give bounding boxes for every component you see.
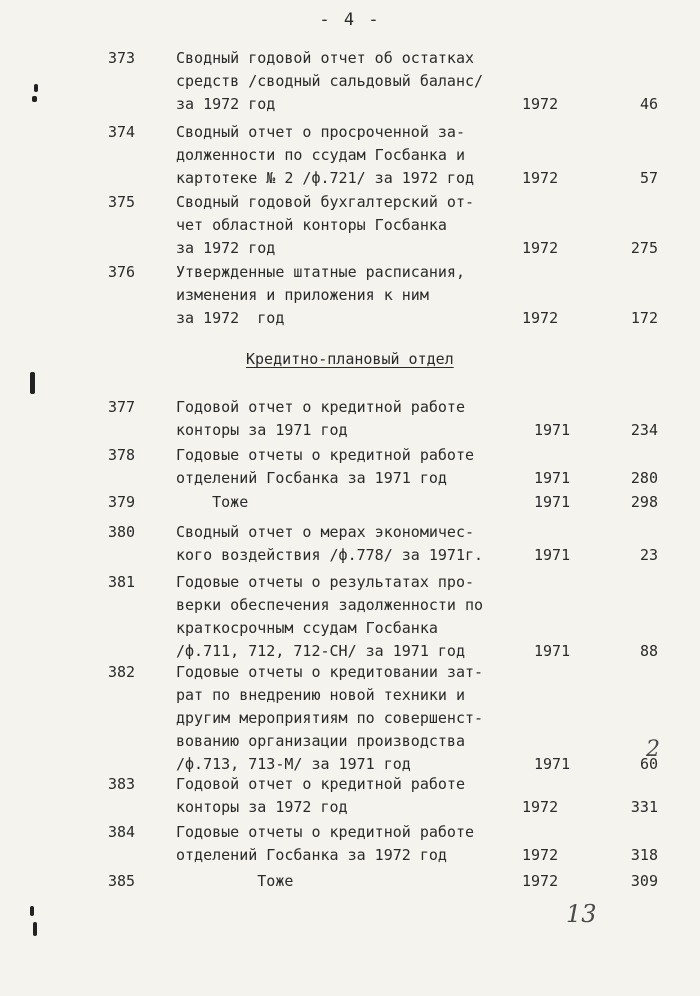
description-line: отделений Госбанка за 1972 год — [176, 846, 447, 864]
entry-number: 377 — [108, 398, 136, 416]
entry-year: 1971 — [534, 642, 571, 660]
handwritten-count-correction: 2 — [646, 737, 660, 762]
description-line: другим мероприятиям по совершенст- — [176, 709, 484, 727]
entry-description — [176, 261, 516, 330]
entry-description — [176, 571, 516, 663]
section-title: Кредитно-плановый отдел — [246, 350, 454, 368]
description-line: Годовые отчеты о кредитной работе — [176, 823, 475, 841]
description-line: за 1972 год — [176, 309, 285, 327]
punch-mark — [34, 84, 38, 92]
entry-description — [176, 191, 516, 260]
entry-number: 382 — [108, 663, 136, 681]
entry-sheet-count: 298 — [630, 493, 658, 511]
description-line: конторы за 1972 год — [176, 798, 348, 816]
entry-year: 1971 — [534, 755, 571, 773]
description-line: Тоже — [176, 493, 249, 511]
entry-description — [176, 121, 516, 190]
entry-sheet-count: 309 — [630, 872, 658, 890]
description-line: за 1972 год — [176, 95, 276, 113]
entry-sheet-count: 23 — [639, 546, 658, 564]
description-line: долженности по ссудам Госбанка и — [176, 146, 465, 164]
entry-description — [176, 661, 516, 776]
description-line: картотеке № 2 /ф.721/ за 1972 год — [176, 169, 475, 187]
description-line: верки обеспечения задолженности по — [176, 596, 484, 614]
punch-mark — [30, 906, 34, 916]
entry-year: 1971 — [534, 546, 571, 564]
entry-description — [176, 773, 516, 819]
description-line: краткосрочным ссудам Госбанка — [176, 619, 438, 637]
description-line: Годовой отчет о кредитной работе — [176, 398, 465, 416]
description-line: Сводный отчет о мерах экономичес- — [176, 523, 475, 541]
entry-number: 376 — [108, 263, 136, 281]
entry-year: 1971 — [534, 493, 571, 511]
entry-sheet-count: 331 — [630, 798, 658, 816]
entry-sheet-count: 46 — [639, 95, 658, 113]
entry-number: 383 — [108, 775, 136, 793]
description-line: Годовые отчеты о результатах про- — [176, 573, 475, 591]
entry-number: 378 — [108, 446, 136, 464]
punch-mark — [30, 372, 35, 394]
description-line: конторы за 1971 год — [176, 421, 348, 439]
entry-year: 1971 — [534, 469, 571, 487]
punch-mark — [32, 96, 37, 102]
entry-number: 379 — [108, 493, 136, 511]
description-line: Сводный годовой отчет об остатках — [176, 49, 475, 67]
description-line: /ф.713, 713-М/ за 1971 год — [176, 755, 411, 773]
entry-year: 1972 — [522, 309, 559, 327]
handwritten-sheet-number: 13 — [566, 900, 597, 928]
entry-year: 1972 — [522, 872, 559, 890]
entry-sheet-count: 275 — [630, 239, 658, 257]
description-line: Годовые отчеты о кредитной работе — [176, 446, 475, 464]
entry-description — [176, 444, 516, 490]
description-line: Годовой отчет о кредитной работе — [176, 775, 465, 793]
description-line: Годовые отчеты о кредитовании зат- — [176, 663, 484, 681]
entry-sheet-count: 172 — [630, 309, 658, 327]
entry-year: 1972 — [522, 846, 559, 864]
entry-year: 1972 — [522, 95, 559, 113]
entry-sheet-count: 318 — [630, 846, 658, 864]
entry-number: 384 — [108, 823, 136, 841]
description-line: за 1972 год — [176, 239, 276, 257]
entry-year: 1972 — [522, 239, 559, 257]
description-line: Сводный отчет о просроченной за- — [176, 123, 465, 141]
description-line: /ф.711, 712, 712-СН/ за 1971 год — [176, 642, 465, 660]
entry-sheet-count: 57 — [639, 169, 658, 187]
page-number: - 4 - — [319, 10, 381, 30]
entry-number: 375 — [108, 193, 136, 211]
entry-number: 381 — [108, 573, 136, 591]
description-line: рат по внедрению новой техники и — [176, 686, 465, 704]
description-line: вованию организации производства — [176, 732, 465, 750]
entry-sheet-count: 280 — [630, 469, 658, 487]
description-line: чет областной конторы Госбанка — [176, 216, 447, 234]
entry-sheet-count: 88 — [639, 642, 658, 660]
entry-year: 1971 — [534, 421, 571, 439]
description-line: Сводный годовой бухгалтерский от- — [176, 193, 475, 211]
entry-sheet-count: 234 — [630, 421, 658, 439]
entry-year: 1972 — [522, 169, 559, 187]
entry-description — [176, 521, 516, 567]
description-line: Утвержденные штатные расписания, — [176, 263, 465, 281]
entry-number: 374 — [108, 123, 136, 141]
description-line: кого воздействия /ф.778/ за 1971г. — [176, 546, 484, 564]
punch-mark — [33, 922, 37, 936]
entry-description — [176, 821, 516, 867]
description-line: Тоже — [176, 872, 294, 890]
entry-description — [176, 396, 516, 442]
entry-description — [176, 47, 516, 116]
entry-number: 373 — [108, 49, 136, 67]
entry-year: 1972 — [522, 798, 559, 816]
entry-description — [176, 491, 516, 514]
entry-number: 380 — [108, 523, 136, 541]
entry-description — [176, 870, 516, 893]
entry-number: 385 — [108, 872, 136, 890]
description-line: изменения и приложения к ним — [176, 286, 429, 304]
description-line: отделений Госбанка за 1971 год — [176, 469, 447, 487]
description-line: средств /сводный сальдовый баланс/ — [176, 72, 484, 90]
entry-sheet-count: 60 — [639, 755, 658, 773]
